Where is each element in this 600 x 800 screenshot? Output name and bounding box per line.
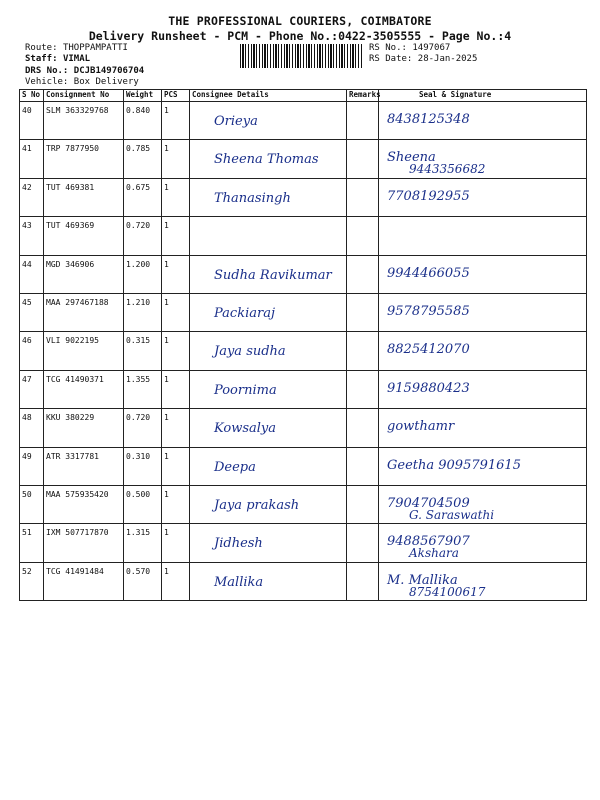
rs-date-value: 28-Jan-2025: [417, 54, 478, 64]
row-consignee: [190, 255, 347, 293]
col-consignee: Consignee Details: [190, 90, 347, 102]
row-signature: [379, 447, 587, 485]
drs-value: DCJB149706704: [73, 66, 145, 76]
row-remarks: [347, 217, 379, 255]
barcode-image: [240, 44, 362, 68]
row-remarks: [347, 140, 379, 178]
row-pcs: 1: [162, 524, 190, 562]
row-weight: 0.840: [124, 102, 162, 140]
consignee-handwritten-name: Packiaraj: [214, 305, 275, 321]
row-consignment-no: VLI 9022195: [44, 332, 124, 370]
row-sno: 40: [20, 102, 44, 140]
vehicle-line: [25, 77, 139, 88]
row-signature: [379, 332, 587, 370]
row-sno: 52: [20, 562, 44, 600]
staff-line: [25, 54, 90, 65]
row-pcs: 1: [162, 178, 190, 216]
row-pcs: 1: [162, 485, 190, 523]
consignee-handwritten-name: Kowsalya: [214, 421, 276, 437]
consignee-handwritten-name: Jaya prakash: [214, 497, 300, 513]
table-row: [20, 447, 587, 485]
row-weight: 1.315: [124, 524, 162, 562]
row-weight: 0.500: [124, 485, 162, 523]
row-sno: 47: [20, 370, 44, 408]
row-consignment-no: KKU 380229: [44, 409, 124, 447]
row-pcs: 1: [162, 332, 190, 370]
row-signature: [379, 217, 587, 255]
runsheet-subtitle: Delivery Runsheet - PCM - Phone No.:0422-3505555 - Page No.:4: [88, 29, 512, 43]
row-consignee: [190, 562, 347, 600]
table-row: [20, 102, 587, 140]
row-signature: [379, 409, 587, 447]
row-consignment-no: MAA 297467188: [44, 293, 124, 331]
row-sno: 41: [20, 140, 44, 178]
signature-handwriting-extra: 8754100617: [409, 584, 486, 599]
row-weight: 0.720: [124, 217, 162, 255]
row-signature: [379, 562, 587, 600]
signature-handwriting: 9159880423: [387, 380, 470, 396]
row-consignee: [190, 370, 347, 408]
row-remarks: [347, 255, 379, 293]
row-remarks: [347, 447, 379, 485]
row-consignment-no: MAA 575935420: [44, 485, 124, 523]
row-consignment-no: TRP 7877950: [44, 140, 124, 178]
table-row: [20, 217, 587, 255]
consignee-handwritten-name: Sheena Thomas: [214, 152, 319, 168]
row-consignment-no: ATR 3317781: [44, 447, 124, 485]
row-pcs: 1: [162, 447, 190, 485]
row-consignee: [190, 217, 347, 255]
col-weight: Weight: [124, 90, 162, 102]
row-consignee: [190, 140, 347, 178]
table-header-row: [20, 90, 587, 102]
table-row: [20, 562, 587, 600]
row-consignee: [190, 178, 347, 216]
consignee-handwritten-name: Poornima: [214, 382, 277, 398]
route-value: THOPPAMPATTI: [62, 43, 128, 53]
row-signature: [379, 485, 587, 523]
rs-date-line: [369, 54, 477, 65]
consignee-handwritten-name: Jidhesh: [214, 536, 263, 552]
row-consignment-no: SLM 363329768: [44, 102, 124, 140]
row-weight: 1.355: [124, 370, 162, 408]
signature-handwriting: 8438125348: [387, 112, 470, 127]
table-row: [20, 370, 587, 408]
row-remarks: [347, 409, 379, 447]
row-sno: 50: [20, 485, 44, 523]
row-pcs: 1: [162, 140, 190, 178]
row-consignee: [190, 524, 347, 562]
table-row: [20, 293, 587, 331]
table-row: [20, 140, 587, 178]
row-remarks: [347, 370, 379, 408]
rs-no-value: 1497067: [412, 43, 451, 53]
row-consignee: [190, 332, 347, 370]
row-weight: 0.570: [124, 562, 162, 600]
row-sno: 45: [20, 293, 44, 331]
signature-handwriting: 7904704509: [387, 495, 470, 511]
row-consignment-no: TUT 469369: [44, 217, 124, 255]
runsheet-table: [19, 89, 587, 601]
row-consignment-no: MGD 346906: [44, 255, 124, 293]
row-consignment-no: TUT 469381: [44, 178, 124, 216]
row-remarks: [347, 293, 379, 331]
row-remarks: [347, 562, 379, 600]
row-pcs: 1: [162, 102, 190, 140]
row-signature: [379, 293, 587, 331]
row-weight: 0.720: [124, 409, 162, 447]
row-weight: 0.315: [124, 332, 162, 370]
table-row: [20, 178, 587, 216]
row-remarks: [347, 332, 379, 370]
drs-label: DRS No.:: [25, 66, 69, 76]
consignee-handwritten-name: Jaya sudha: [214, 344, 286, 360]
staff-label: Staff:: [25, 54, 58, 64]
company-title: THE PROFESSIONAL COURIERS, COIMBATORE: [168, 14, 432, 28]
rs-no-label: RS No.:: [369, 43, 407, 53]
row-sno: 46: [20, 332, 44, 370]
row-remarks: [347, 524, 379, 562]
row-pcs: 1: [162, 562, 190, 600]
row-pcs: 1: [162, 217, 190, 255]
row-consignee: [190, 447, 347, 485]
row-signature: [379, 178, 587, 216]
signature-handwriting: gowthamr: [387, 419, 455, 435]
row-signature: [379, 255, 587, 293]
route-line: [25, 43, 128, 54]
row-consignee: [190, 102, 347, 140]
signature-handwriting-extra: G. Saraswathi: [409, 507, 495, 522]
signature-handwriting: 9578795585: [387, 303, 470, 319]
drs-line: [25, 66, 144, 77]
row-consignment-no: TCG 41490371: [44, 370, 124, 408]
route-label: Route:: [25, 43, 58, 53]
row-sno: 42: [20, 178, 44, 216]
row-weight: 0.785: [124, 140, 162, 178]
consignee-handwritten-name: Deepa: [214, 459, 256, 475]
signature-handwriting: M. Mallika: [387, 572, 458, 588]
row-sno: 43: [20, 217, 44, 255]
col-remarks: Remarks: [347, 90, 379, 102]
row-weight: 0.310: [124, 447, 162, 485]
row-sno: 49: [20, 447, 44, 485]
staff-value: VIMAL: [62, 54, 91, 64]
signature-handwriting: Sheena: [387, 150, 436, 166]
row-remarks: [347, 178, 379, 216]
row-pcs: 1: [162, 293, 190, 331]
table-row: [20, 332, 587, 370]
col-pcs: PCS: [162, 90, 190, 102]
vehicle-label: Vehicle:: [25, 77, 69, 87]
row-weight: 1.210: [124, 293, 162, 331]
col-sno: S No: [20, 90, 44, 102]
row-pcs: 1: [162, 409, 190, 447]
row-signature: [379, 370, 587, 408]
row-sno: 44: [20, 255, 44, 293]
row-pcs: 1: [162, 255, 190, 293]
signature-handwriting: 9488567907: [387, 534, 470, 550]
row-consignee: [190, 485, 347, 523]
signature-handwriting: 7708192955: [387, 188, 470, 204]
signature-handwriting-extra: Akshara: [409, 546, 459, 561]
row-weight: 1.200: [124, 255, 162, 293]
row-signature: [379, 524, 587, 562]
consignee-handwritten-name: Thanasingh: [214, 190, 291, 206]
row-signature: [379, 102, 587, 140]
row-weight: 0.675: [124, 178, 162, 216]
rs-date-label: RS Date:: [369, 54, 413, 64]
table-row: [20, 524, 587, 562]
table-row: [20, 485, 587, 523]
row-consignee: [190, 293, 347, 331]
row-consignment-no: TCG 41491484: [44, 562, 124, 600]
row-remarks: [347, 485, 379, 523]
signature-handwriting: 8825412070: [387, 342, 470, 358]
row-consignee: [190, 409, 347, 447]
row-sno: 48: [20, 409, 44, 447]
row-sno: 51: [20, 524, 44, 562]
consignee-handwritten-name: Orieya: [214, 114, 258, 129]
col-consignment: Consignment No: [44, 90, 124, 102]
row-remarks: [347, 102, 379, 140]
signature-handwriting: Geetha 9095791615: [387, 457, 521, 473]
consignee-handwritten-name: Mallika: [214, 574, 264, 590]
signature-handwriting: 9944466055: [387, 265, 470, 281]
vehicle-value: Box Delivery: [73, 77, 139, 87]
table-row: [20, 409, 587, 447]
table-row: [20, 255, 587, 293]
signature-handwriting-extra: 9443356682: [409, 162, 486, 177]
row-signature: [379, 140, 587, 178]
col-seal: Seal & Signature: [379, 90, 587, 102]
rs-no-line: [369, 43, 450, 54]
consignee-handwritten-name: Sudha Ravikumar: [214, 267, 332, 283]
row-consignment-no: IXM 507717870: [44, 524, 124, 562]
row-pcs: 1: [162, 370, 190, 408]
